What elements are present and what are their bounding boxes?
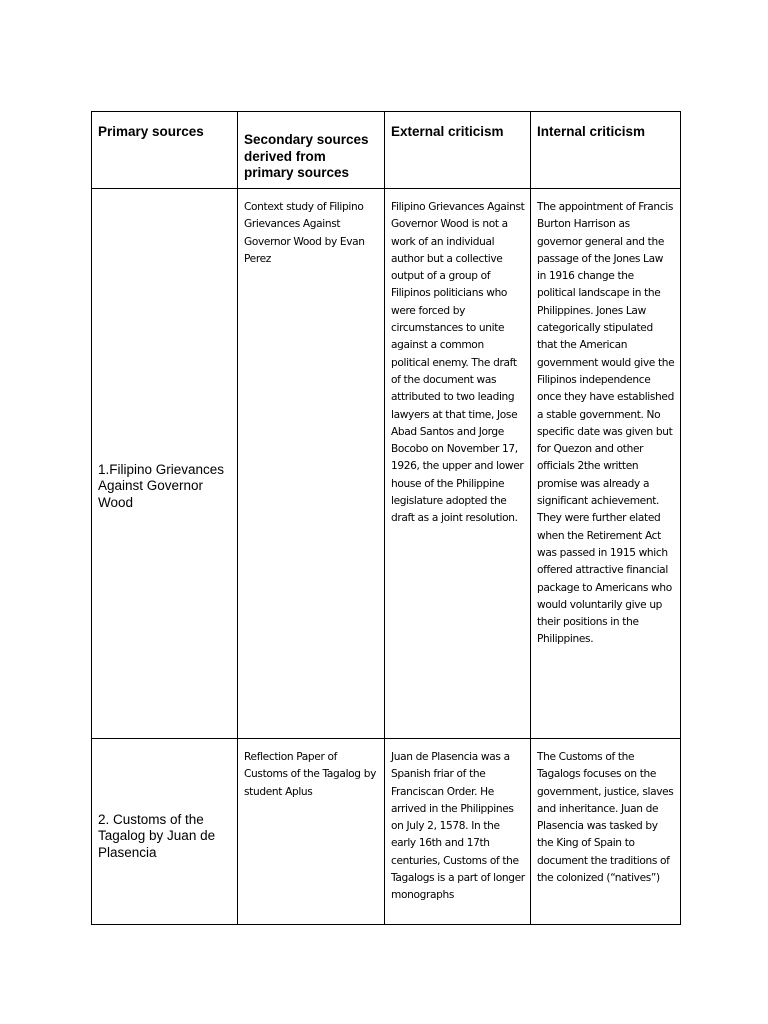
external-criticism-text: Filipino Grievances Against Governor Wood is not a work of an individual author but a collective output of a group of Filipinos politicians who were forced by circumstances to unite against a common political enemy. The draft of the document was attributed to two leading lawyers at that time, Jose Abad Santos and Jorge Bocobo on November 17, 1926, the upper and lower house of the Philippine legislature adopted the draft as a joint resolution.: [391, 201, 525, 525]
primary-source-cell: [92, 189, 238, 739]
header-primary-sources: Primary sources: [98, 124, 204, 139]
header-internal-criticism: Internal criticism: [537, 124, 646, 139]
internal-criticism-cell: [531, 739, 681, 925]
primary-source-text: 1.Filipino Grievances Against Governor Wood: [98, 461, 225, 510]
primary-source-text: 2. Customs of the Tagalog by Juan de Plasencia: [98, 811, 216, 860]
header-cell: [531, 112, 681, 189]
secondary-source-cell: [238, 739, 385, 925]
internal-criticism-text: The Customs of the Tagalogs focuses on the government, justice, slaves and inheritance. Juan de Plasencia was tasked by the King of Spain to document the traditions of the colonized (“natives”): [537, 751, 674, 885]
internal-criticism-text: The appointment of Francis Burton Harrison as governor general and the passage of the Jones Law in 1916 change the political landscape in the Philippines. Jones Law categorically stipulated that the American government would give the Filipinos independence once they have established a stable government. No specific date was given but for Quezon and other officials 2the written promise was already a significant achievement. They were further elated when the Retirement Act was passed in 1915 which offered attractive financial package to Americans who would voluntarily give up their positions in the Philippines.: [537, 201, 675, 646]
table-header-row: [92, 112, 681, 189]
header-cell: [92, 112, 238, 189]
table-row: [92, 189, 681, 739]
header-cell: [238, 112, 385, 189]
header-external-criticism: External criticism: [391, 124, 504, 139]
external-criticism-cell: [385, 739, 531, 925]
sources-table: [91, 111, 681, 925]
secondary-source-text: Reflection Paper of Customs of the Tagalog by student Aplus: [244, 751, 376, 798]
header-cell: [385, 112, 531, 189]
table-row: [92, 739, 681, 925]
external-criticism-text: Juan de Plasencia was a Spanish friar of the Franciscan Order. He arrived in the Philippines on July 2, 1578. In the early 16th and 17th centuries, Customs of the Tagalogs is a part of longer monographs: [391, 751, 525, 902]
secondary-source-text: Context study of Filipino Grievances Against Governor Wood by Evan Perez: [244, 201, 365, 265]
external-criticism-cell: [385, 189, 531, 739]
secondary-source-cell: [238, 189, 385, 739]
internal-criticism-cell: [531, 189, 681, 739]
header-secondary-sources: Secondary sources derived from primary sources: [244, 132, 369, 180]
primary-source-cell: [92, 739, 238, 925]
